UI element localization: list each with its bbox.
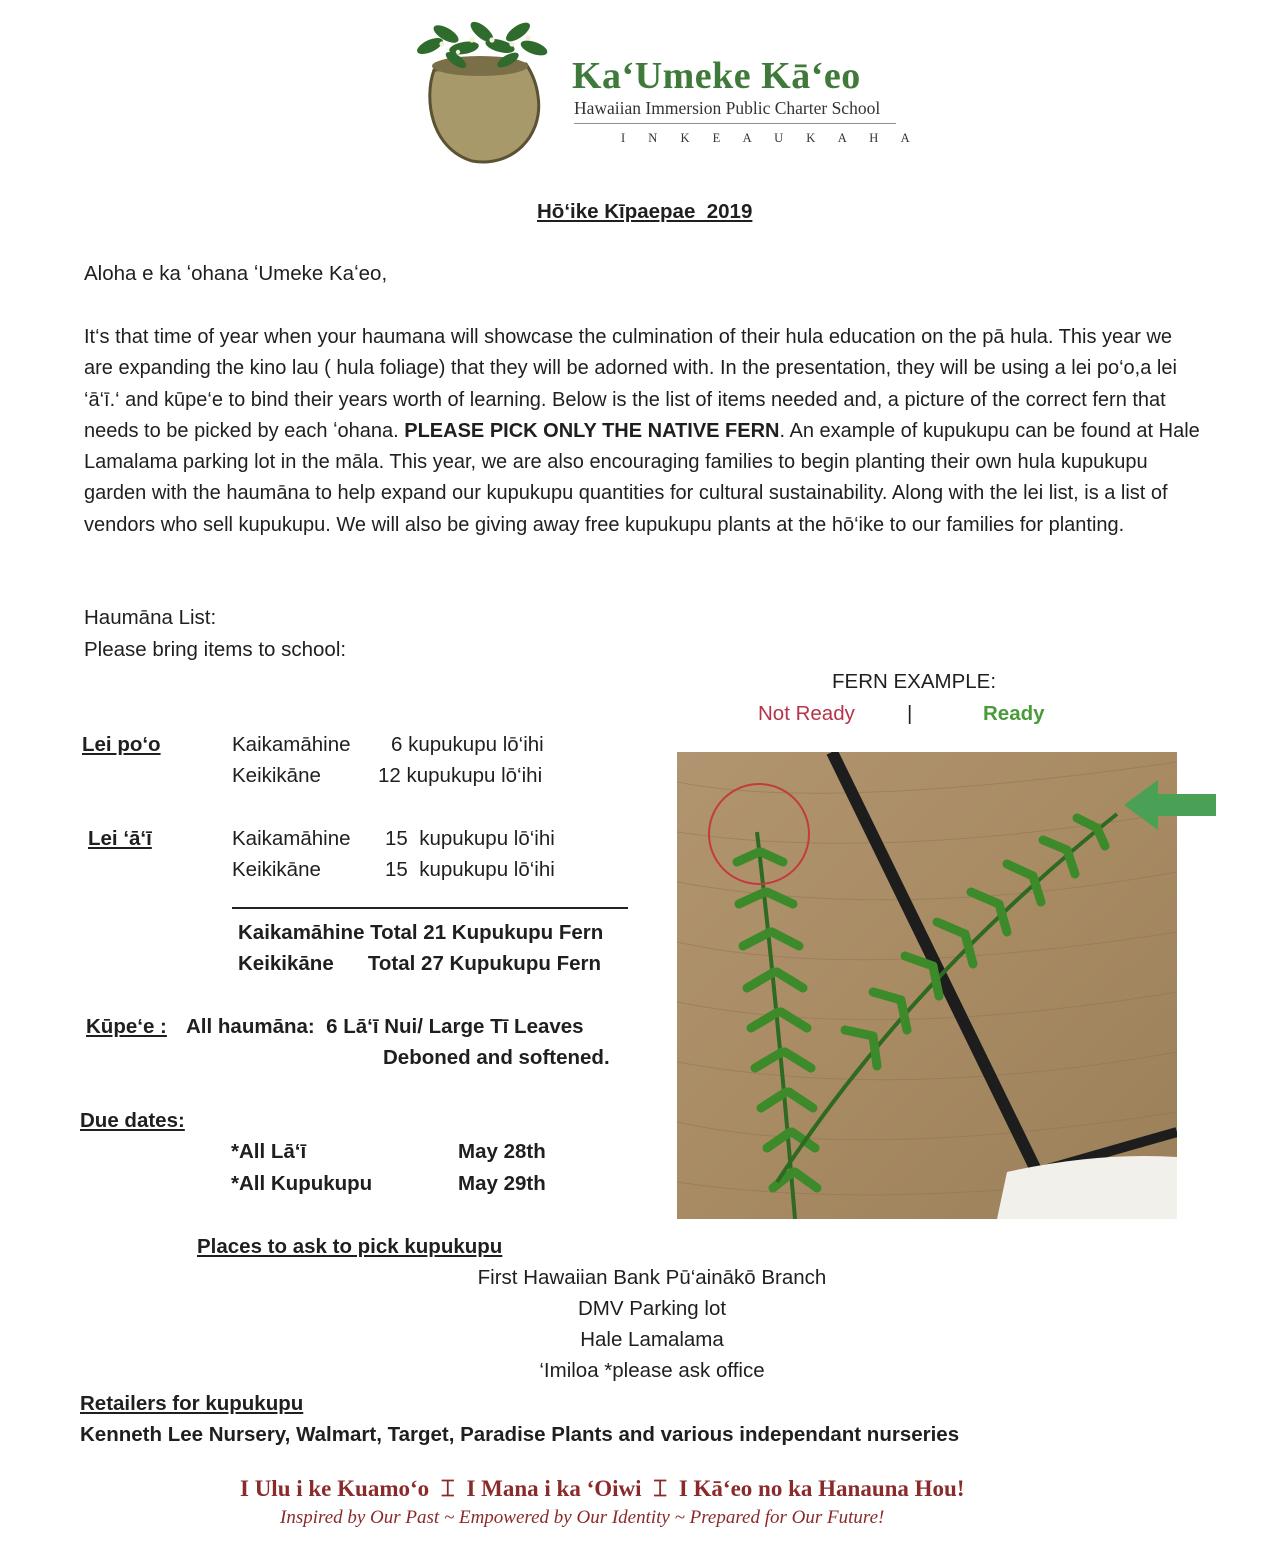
place-item: First Hawaiian Bank Pū‘ainākō Branch: [477, 1266, 827, 1289]
list-subheading: Please bring items to school:: [84, 638, 347, 661]
paragraph-line: This year we are expanding the kino lau ( hula foliage) that they will be adorned with. In the presentation, they: [84, 326, 1173, 380]
kupee-text: All haumāna: 6 Lā‘ī Nui/ Large Tī Leaves: [186, 1015, 584, 1038]
lei-row-qty: 12 kupukupu lō‘ihi: [378, 764, 543, 787]
fern-example-separator: |: [907, 702, 913, 725]
motto-separator-icon: ⌶: [653, 1476, 668, 1501]
umeke-bowl-icon: [412, 18, 552, 166]
totals-divider: [232, 907, 628, 909]
kupee-text-2: Deboned and softened.: [383, 1046, 610, 1069]
retailers-text: Kenneth Lee Nursery, Walmart, Target, Paradise Plants and various independant nurseries: [80, 1423, 960, 1446]
lei-row-who: Keikikāne: [232, 858, 321, 881]
due-item: *All Lā‘ī: [231, 1140, 307, 1163]
ready-label: Ready: [983, 702, 1045, 725]
paragraph-line: will be using a lei po‘o,a lei ‘ā‘ī.‘ and kūpe‘e to bind their years worth of learning. Below is the list of items: [84, 357, 1177, 411]
lei-row-who: Keikikāne: [232, 764, 321, 787]
greeting: Aloha e ka ʻohana ʻUmeke Kaʻeo,: [84, 262, 388, 285]
place-item: Hale Lamalama: [580, 1328, 724, 1351]
lei-poo-label: Lei po‘o: [82, 733, 161, 756]
school-logo: [412, 18, 552, 166]
fern-example-heading: FERN EXAMPLE:: [832, 670, 997, 693]
retailers-heading: Retailers for kupukupu: [80, 1392, 304, 1415]
lei-row-qty: 15 kupukupu lō‘ihi: [385, 858, 555, 881]
paragraph-line: It‘s that time of year when your haumana will showcase the culmination of their hula education on the pā hula.: [84, 326, 1054, 348]
intro-paragraph: [84, 322, 1204, 541]
header-divider: [574, 123, 896, 124]
motto-part: I Mana i ka ‘Oiwi: [466, 1476, 642, 1501]
total-girls: Kaikamāhine Total 21 Kupukupu Fern: [238, 921, 604, 944]
list-heading: Haumāna List:: [84, 606, 217, 629]
footer-motto: [240, 1476, 1070, 1502]
fern-photo-image: [677, 752, 1177, 1219]
lei-row-who: Kaikamāhine: [232, 733, 351, 756]
due-date: May 28th: [458, 1140, 546, 1163]
kupee-label: Kūpe‘e :: [86, 1015, 167, 1038]
total-boys: Keikikāne Total 27 Kupukupu Fern: [238, 952, 601, 975]
motto-part: I Kā‘eo no ka Hanauna Hou!: [678, 1476, 965, 1501]
due-date: May 29th: [458, 1172, 546, 1195]
not-ready-label: Not Ready: [758, 702, 855, 725]
school-location: I N K E A U K A H A: [621, 131, 920, 145]
place-item: ‘Imiloa *please ask office: [539, 1359, 765, 1382]
lei-row-who: Kaikamāhine: [232, 827, 351, 850]
motto-separator-icon: ⌶: [440, 1476, 455, 1501]
lei-aai-label: Lei ‘ā‘ī: [88, 827, 152, 850]
lei-row-qty: 6 kupukupu lō‘ihi: [391, 733, 544, 756]
places-heading: Places to ask to pick kupukupu: [197, 1235, 503, 1258]
page-title: Hō‘ike Kīpaepae 2019: [537, 200, 753, 223]
paragraph-rest: . An example of kupukupu can be found at Hale Lamalama parking lot in the māla. This year, we are also encouraging families to begin planting their own hula kupukupu garden with the haumāna to help expand our kupukupu quantities for cultural sustainability. Along with the lei list, is a list of vendors who sell kupukupu. We will also be giving away free kupukupu plants at the hō‘ike to our families for planting.: [84, 419, 1200, 536]
fern-photo: [677, 752, 1177, 1219]
native-fern-warning: PLEASE PICK ONLY THE NATIVE FERN: [404, 419, 780, 442]
place-item: DMV Parking lot: [577, 1297, 727, 1320]
school-subtitle: Hawaiian Immersion Public Charter School: [574, 98, 881, 118]
school-name: Ka‘Umeke Kā‘eo: [572, 55, 861, 97]
due-dates-heading: Due dates:: [80, 1109, 185, 1132]
lei-row-qty: 15 kupukupu lō‘ihi: [385, 827, 555, 850]
green-arrow-icon: [1124, 780, 1218, 830]
paragraph-line: needed and, a picture of the correct fern that needs to be picked by each ʻohana.: [84, 388, 1166, 442]
due-item: *All Kupukupu: [231, 1172, 373, 1195]
motto-part: I Ulu i ke Kuamo‘o: [240, 1476, 430, 1501]
footer-tagline: Inspired by Our Past ~ Empowered by Our Identity ~ Prepared for Our Future!: [280, 1507, 885, 1528]
